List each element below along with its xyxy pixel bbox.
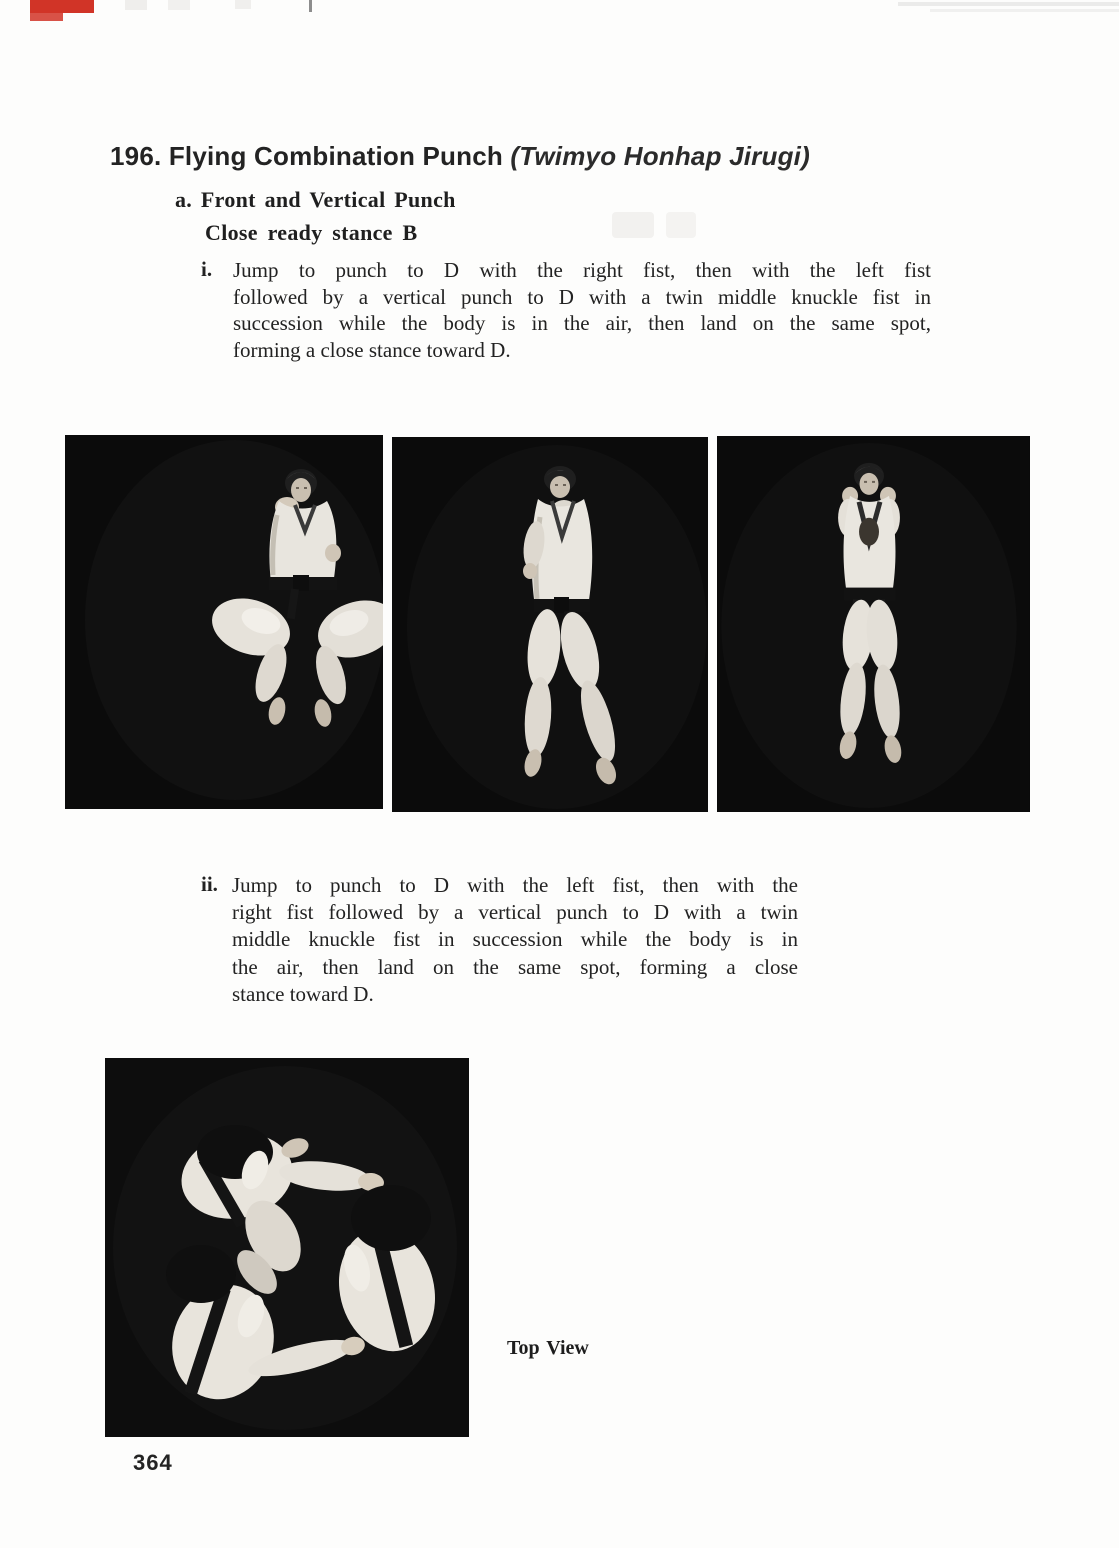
text-line: forming a close stance toward D. — [233, 337, 511, 362]
text-line: Jump to punch to D with the right fist, then with the left fist — [233, 258, 931, 282]
photo-jump-punch-2 — [392, 437, 708, 812]
subsection-heading — [175, 187, 456, 213]
scan-smudge — [125, 0, 147, 10]
page-number: 364 — [133, 1450, 173, 1475]
text-line: the air, then land on the same spot, forming a close — [232, 954, 798, 979]
scan-smudge — [666, 212, 696, 238]
text-line: Jump to punch to D with the left fist, then with the — [232, 873, 798, 897]
scan-smudge — [612, 212, 654, 238]
subsection-letter: a. — [175, 187, 193, 212]
photo-figure-top-view — [105, 1058, 469, 1437]
technique-romanized-name: (Twimyo Honhap Jirugi) — [510, 141, 810, 171]
text-line: followed by a vertical punch to D with a twin middle knuckle fist in — [233, 284, 931, 309]
instruction-numeral-ii: ii. — [201, 872, 218, 896]
photo-figure-2 — [392, 437, 708, 812]
photo-figure-3 — [717, 436, 1030, 812]
text-line: succession while the body is in the air, then land on the same spot, — [233, 311, 931, 335]
instruction-paragraph-ii — [232, 872, 798, 1008]
stance-heading: Close ready stance B — [205, 220, 418, 245]
instruction-numeral-i: i. — [201, 257, 213, 281]
top-view-caption: Top View — [507, 1337, 589, 1359]
scan-smudge — [235, 0, 251, 9]
scan-streak — [930, 9, 1119, 12]
subsection-title: Front and Vertical Punch — [200, 187, 456, 212]
photo-top-view — [105, 1058, 469, 1437]
photo-jump-punch-1 — [65, 435, 383, 809]
photo-jump-punch-3 — [717, 436, 1030, 812]
red-scan-mark — [30, 0, 94, 13]
text-line: right fist followed by a vertical punch to D with a twin — [232, 900, 798, 925]
scan-line-mark — [309, 0, 312, 12]
red-scan-mark-small — [30, 13, 63, 21]
scan-streak — [898, 2, 1119, 6]
scan-smudge — [168, 0, 190, 10]
page-title — [110, 141, 810, 172]
technique-number: 196. — [110, 141, 162, 171]
photo-figure-1 — [65, 435, 383, 809]
text-line: stance toward D. — [232, 981, 374, 1006]
technique-title: Flying Combination Punch — [168, 141, 503, 171]
text-line: middle knuckle fist in succession while the body is in — [232, 927, 798, 952]
instruction-paragraph-i — [233, 257, 931, 363]
